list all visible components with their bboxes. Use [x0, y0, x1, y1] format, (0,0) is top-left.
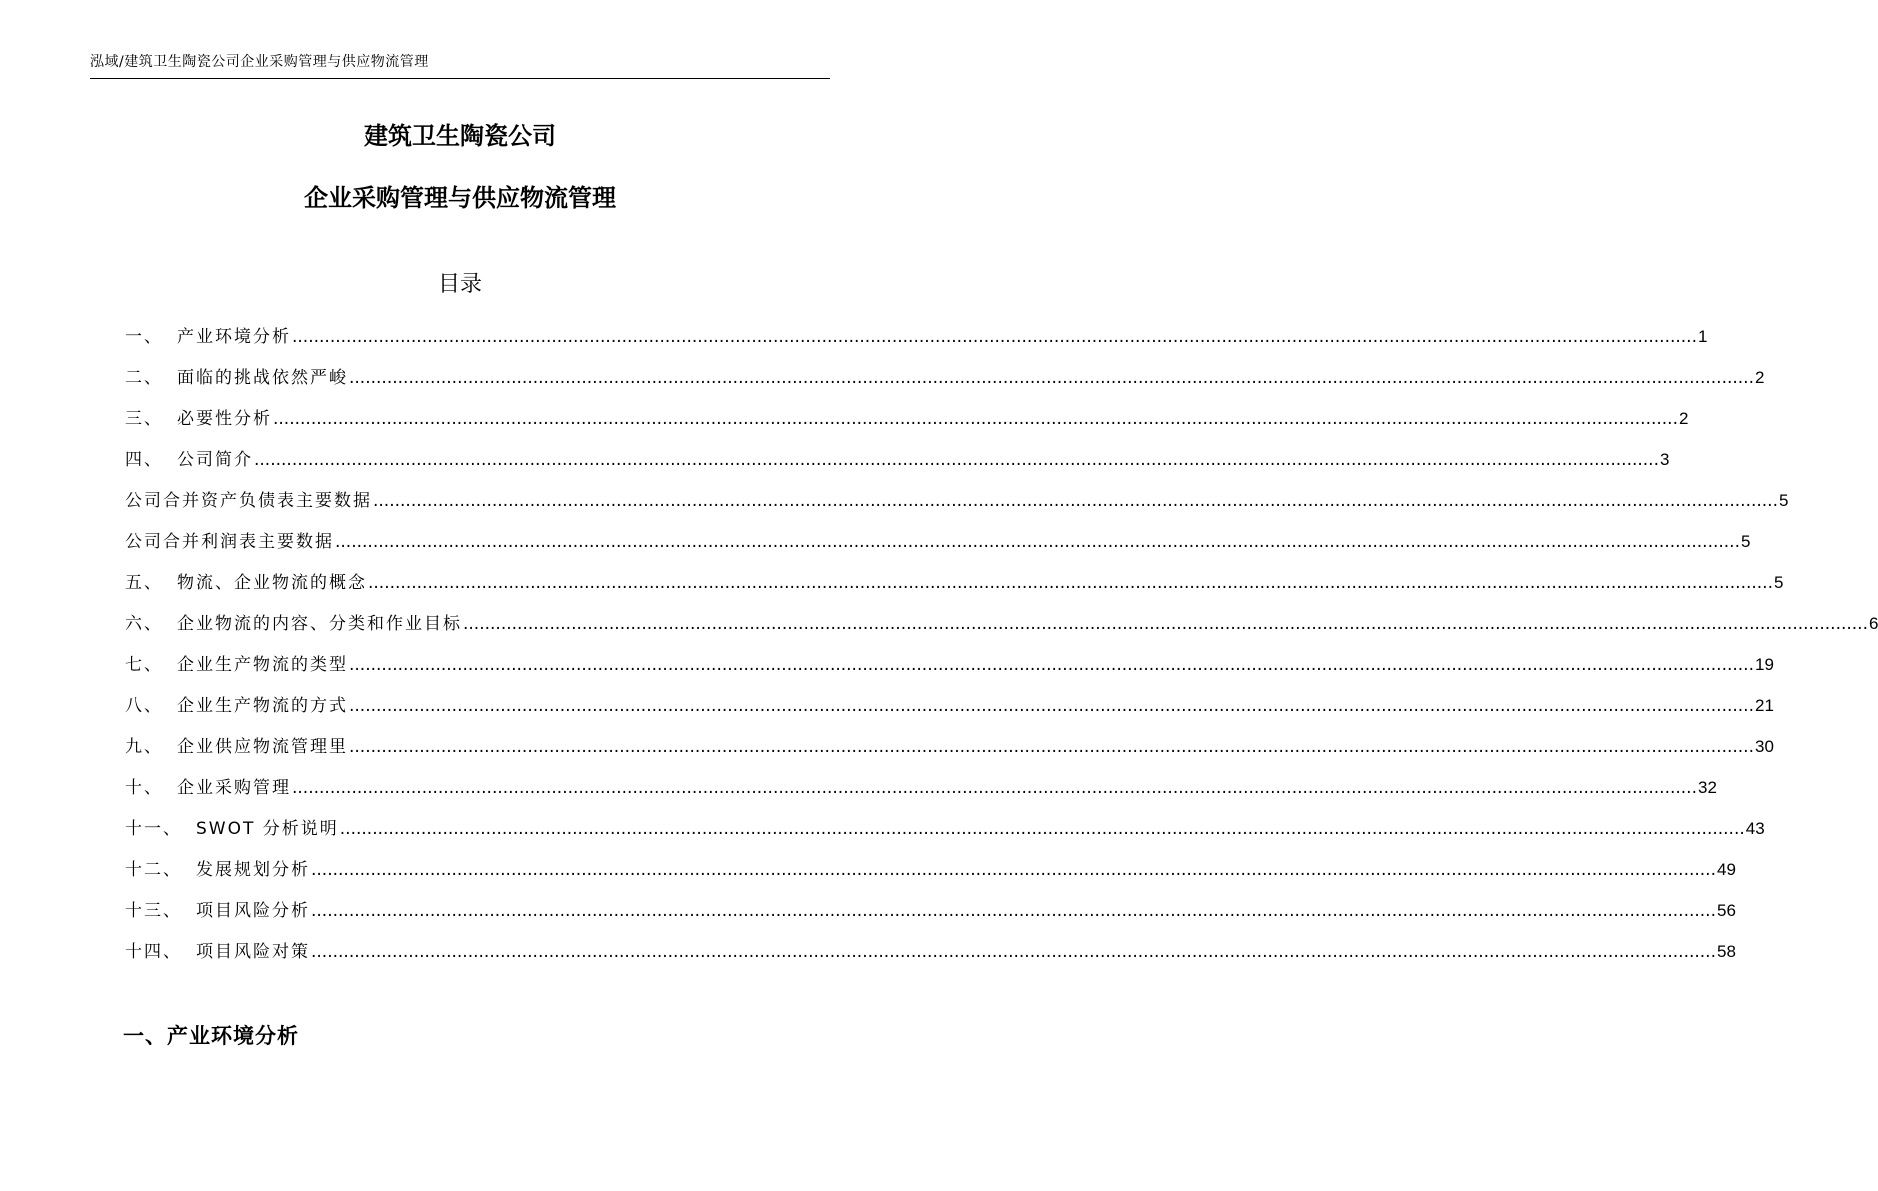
toc-entry[interactable]: [125, 486, 1789, 527]
toc-entry[interactable]: [125, 568, 1784, 609]
toc-entry-page: 5: [1779, 491, 1789, 510]
toc-leader-dots: ....................................................................................................................................................................................................................................................................: [349, 368, 1754, 388]
document-header: 泓域/建筑卫生陶瓷公司企业采购管理与供应物流管理: [90, 52, 830, 79]
toc-leader-dots: ....................................................................................................................................................................................................................................................................: [254, 450, 1659, 470]
document-title-company: 建筑卫生陶瓷公司: [364, 122, 556, 150]
toc-entry[interactable]: [125, 691, 1774, 732]
toc-entry-title: 项目风险对策: [196, 942, 310, 962]
toc-entry-number: 十三、: [125, 901, 182, 921]
toc-entry[interactable]: [125, 855, 1736, 896]
toc-entry-number: 五、: [125, 573, 163, 593]
table-of-contents: [125, 322, 1878, 978]
toc-entry-number: 七、: [125, 655, 163, 675]
toc-entry-title: 企业采购管理: [177, 778, 291, 798]
toc-entry-page: 58: [1717, 942, 1736, 961]
document-title-subject: 企业采购管理与供应物流管理: [304, 184, 616, 212]
toc-entry[interactable]: [125, 445, 1670, 486]
toc-entry-title: 企业生产物流的方式: [177, 696, 348, 716]
toc-leader-dots: ....................................................................................................................................................................................................................................................................: [373, 491, 1778, 511]
toc-leader-dots: ....................................................................................................................................................................................................................................................................: [368, 573, 1773, 593]
toc-entry-number: 四、: [125, 450, 163, 470]
toc-entry-title: 产业环境分析: [177, 327, 291, 347]
toc-leader-dots: ....................................................................................................................................................................................................................................................................: [335, 532, 1740, 552]
toc-entry-number: 十一、: [125, 819, 182, 839]
toc-entry-page: 5: [1774, 573, 1784, 592]
toc-leader-dots: ....................................................................................................................................................................................................................................................................: [339, 819, 1745, 839]
toc-leader-dots: ....................................................................................................................................................................................................................................................................: [349, 655, 1754, 675]
toc-leader-dots: ....................................................................................................................................................................................................................................................................: [463, 614, 1868, 634]
toc-entry-title: 物流、企业物流的概念: [177, 573, 367, 593]
toc-entry[interactable]: [125, 322, 1708, 363]
toc-entry-number: 八、: [125, 696, 163, 716]
toc-entry-title: 面临的挑战依然严峻: [177, 368, 348, 388]
toc-entry-number: 九、: [125, 737, 163, 757]
toc-entry-title: 发展规划分析: [196, 860, 310, 880]
toc-leader-dots: ....................................................................................................................................................................................................................................................................: [292, 778, 1697, 798]
toc-entry[interactable]: [125, 814, 1765, 855]
toc-entry[interactable]: [125, 527, 1751, 568]
toc-entry-page: 5: [1741, 532, 1751, 551]
toc-leader-dots: ....................................................................................................................................................................................................................................................................: [349, 696, 1754, 716]
toc-entry[interactable]: [125, 609, 1878, 650]
toc-leader-dots: ....................................................................................................................................................................................................................................................................: [292, 327, 1697, 347]
toc-entry-title: 公司合并资产负债表主要数据: [125, 491, 372, 511]
toc-entry-title: SWOT 分析说明: [196, 819, 339, 839]
toc-entry-page: 3: [1660, 450, 1670, 469]
toc-entry-page: 32: [1698, 778, 1717, 797]
toc-entry-number: 六、: [125, 614, 163, 634]
toc-entry-page: 56: [1717, 901, 1736, 920]
toc-entry-number: 十、: [125, 778, 163, 798]
toc-entry[interactable]: [125, 363, 1765, 404]
toc-entry-page: 19: [1755, 655, 1774, 674]
toc-entry[interactable]: [125, 732, 1774, 773]
toc-entry-title: 必要性分析: [177, 409, 272, 429]
toc-entry-page: 30: [1755, 737, 1774, 756]
toc-entry-title: 企业生产物流的类型: [177, 655, 348, 675]
toc-entry-number: 一、: [125, 327, 163, 347]
toc-entry-page: 2: [1755, 368, 1765, 387]
toc-entry-title: 项目风险分析: [196, 901, 310, 921]
toc-entry-page: 1: [1698, 327, 1708, 346]
toc-leader-dots: ....................................................................................................................................................................................................................................................................: [311, 901, 1716, 921]
toc-entry-title: 公司合并利润表主要数据: [125, 532, 334, 552]
toc-entry-number: 二、: [125, 368, 163, 388]
toc-leader-dots: ....................................................................................................................................................................................................................................................................: [311, 942, 1716, 962]
toc-leader-dots: ....................................................................................................................................................................................................................................................................: [273, 409, 1678, 429]
toc-entry-page: 2: [1679, 409, 1689, 428]
section-heading: 一、产业环境分析: [123, 1024, 299, 1048]
toc-entry-page: 21: [1755, 696, 1774, 715]
toc-leader-dots: ....................................................................................................................................................................................................................................................................: [311, 860, 1716, 880]
toc-entry[interactable]: [125, 404, 1689, 445]
toc-entry-title: 企业供应物流管理里: [177, 737, 348, 757]
toc-entry-page: 43: [1745, 819, 1765, 838]
toc-entry[interactable]: [125, 650, 1774, 691]
toc-entry-title: 公司简介: [177, 450, 253, 470]
toc-heading: 目录: [437, 272, 482, 297]
toc-entry-number: 十四、: [125, 942, 182, 962]
toc-entry[interactable]: [125, 937, 1736, 978]
toc-entry-number: 十二、: [125, 860, 182, 880]
toc-entry-title: 企业物流的内容、分类和作业目标: [177, 614, 462, 634]
toc-entry[interactable]: [125, 773, 1717, 814]
toc-entry-page: 6: [1869, 614, 1878, 633]
toc-entry-number: 三、: [125, 409, 163, 429]
toc-entry[interactable]: [125, 896, 1736, 937]
toc-leader-dots: ....................................................................................................................................................................................................................................................................: [349, 737, 1754, 757]
toc-entry-page: 49: [1717, 860, 1736, 879]
